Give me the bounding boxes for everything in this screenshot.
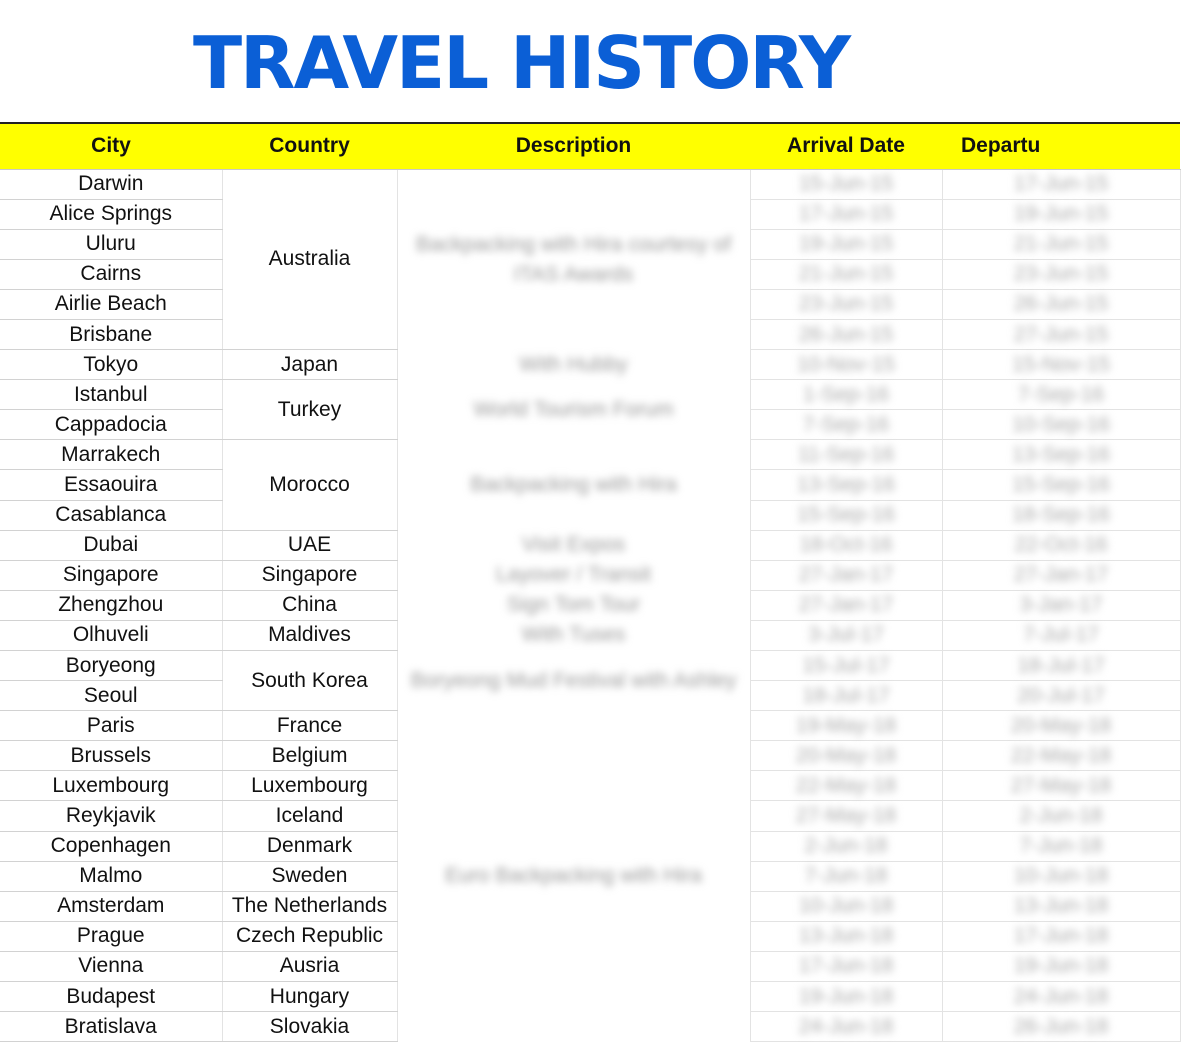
cell-city[interactable] [0, 470, 222, 500]
cell-departure-date[interactable] [942, 229, 1180, 259]
cell-city-text: Airlie Beach [54, 292, 167, 316]
header-row [0, 123, 1180, 169]
cell-departure-date[interactable] [942, 620, 1180, 650]
cell-departure-date-text: 26-Jun-15 [1013, 292, 1109, 316]
cell-description[interactable] [397, 651, 750, 711]
cell-city[interactable] [0, 410, 222, 440]
cell-arrival-date[interactable] [750, 259, 942, 289]
cell-departure-date[interactable] [942, 831, 1180, 861]
cell-arrival-date-text: 11-Sep-16 [797, 442, 895, 466]
cell-departure-date-text: 23-Jun-15 [1013, 262, 1109, 286]
cell-city-text: Istanbul [73, 382, 148, 406]
cell-country-text: Singapore [261, 563, 358, 587]
cell-description-text: World Tourism Forum [473, 397, 674, 421]
cell-city-text: Paris [86, 713, 135, 737]
cell-city[interactable] [0, 319, 222, 349]
cell-country-text: Japan [280, 352, 339, 376]
cell-city[interactable] [0, 982, 222, 1012]
cell-departure-date-text: 10-Sep-16 [1011, 412, 1111, 436]
cell-departure-date-text: 13-Sep-16 [1011, 442, 1111, 466]
cell-arrival-date[interactable] [750, 470, 942, 500]
cell-description[interactable] [397, 560, 750, 590]
cell-city[interactable] [0, 199, 222, 229]
cell-arrival-date-text: 2-Jun-18 [804, 834, 888, 858]
cell-arrival-date-text: 27-May-18 [795, 804, 897, 828]
cell-country[interactable] [222, 560, 397, 590]
cell-departure-date[interactable] [942, 560, 1180, 590]
cell-arrival-date-text: 21-Jun-15 [798, 262, 894, 286]
cell-arrival-date-text: 13-Sep-16 [796, 472, 896, 496]
cell-city-text: Brussels [70, 743, 152, 767]
cell-departure-date-text: 15-Nov-15 [1011, 352, 1111, 376]
cell-arrival-date[interactable] [750, 229, 942, 259]
spreadsheet [0, 122, 1112, 1042]
header-country[interactable]: Country [222, 123, 397, 169]
cell-departure-date[interactable] [942, 651, 1180, 681]
header-city[interactable]: City [0, 123, 222, 169]
cell-country-text: Iceland [275, 804, 344, 828]
cell-city[interactable] [0, 350, 222, 380]
cell-departure-date[interactable] [942, 440, 1180, 470]
cell-departure-date-text: 2-Jun-18 [1019, 804, 1103, 828]
cell-arrival-date[interactable] [750, 681, 942, 711]
cell-arrival-date-text: 15-Jul-17 [802, 653, 890, 677]
cell-departure-date-text: 18-Sep-16 [1011, 503, 1111, 527]
cell-departure-date[interactable] [942, 711, 1180, 741]
table-row [0, 590, 1180, 620]
table-body [0, 169, 1180, 1042]
cell-departure-date-text: 19-Jun-18 [1013, 954, 1109, 978]
cell-arrival-date-text: 19-Jun-18 [798, 984, 894, 1008]
cell-arrival-date-text: 18-Oct-16 [799, 533, 893, 557]
cell-city[interactable] [0, 1012, 222, 1042]
cell-country[interactable] [222, 440, 397, 530]
cell-departure-date[interactable] [942, 951, 1180, 981]
cell-country-text: Slovakia [269, 1014, 350, 1038]
cell-arrival-date-text: 7-Jun-18 [804, 864, 888, 888]
cell-description-text: With Hubby [519, 352, 628, 376]
cell-arrival-date-text: 18-Jul-17 [802, 683, 890, 707]
cell-city[interactable] [0, 440, 222, 470]
cell-departure-date-text: 7-Jun-18 [1019, 834, 1103, 858]
cell-city-text: Seoul [83, 683, 138, 707]
cell-arrival-date-text: 10-Jun-18 [798, 894, 894, 918]
cell-arrival-date[interactable] [750, 831, 942, 861]
cell-description[interactable] [397, 169, 750, 350]
cell-country[interactable] [222, 801, 397, 831]
cell-city-text: Singapore [62, 563, 159, 587]
cell-description-text: Backpacking with Hira [470, 472, 677, 496]
cell-departure-date-text: 10-Jun-18 [1013, 864, 1109, 888]
cell-departure-date[interactable] [942, 289, 1180, 319]
cell-departure-date-text: 3-Jan-17 [1019, 593, 1103, 617]
cell-departure-date[interactable] [942, 921, 1180, 951]
table-row [0, 620, 1180, 650]
header-description[interactable]: Description [397, 123, 750, 169]
cell-arrival-date[interactable] [750, 861, 942, 891]
cell-city-text: Darwin [78, 172, 144, 196]
cell-arrival-date-text: 3-Jul-17 [808, 623, 884, 647]
cell-country[interactable] [222, 982, 397, 1012]
cell-city-text: Malmo [79, 864, 143, 888]
cell-city-text: Luxembourg [52, 773, 170, 797]
cell-country-text: Denmark [266, 834, 353, 858]
cell-departure-date[interactable] [942, 590, 1180, 620]
cell-city-text: Zhengzhou [58, 593, 164, 617]
cell-departure-date-text: 17-Jun-18 [1013, 924, 1109, 948]
page-title: TRAVEL HISTORY [192, 21, 850, 105]
cell-city-text: Casablanca [55, 503, 167, 527]
cell-arrival-date[interactable] [750, 801, 942, 831]
cell-city-text: Bratislava [64, 1014, 157, 1038]
cell-departure-date[interactable] [942, 500, 1180, 530]
cell-description[interactable] [397, 590, 750, 620]
table-row [0, 350, 1180, 380]
cell-city[interactable] [0, 229, 222, 259]
cell-arrival-date[interactable] [750, 530, 942, 560]
cell-city-text: Cairns [80, 262, 142, 286]
cell-city-text: Prague [76, 924, 145, 948]
cell-country[interactable] [222, 169, 397, 350]
cell-city-text: Boryeong [65, 653, 156, 677]
cell-country-text: France [276, 713, 343, 737]
cell-description[interactable] [397, 530, 750, 560]
cell-arrival-date-text: 10-Nov-15 [796, 352, 896, 376]
cell-arrival-date[interactable] [750, 500, 942, 530]
cell-arrival-date-text: 15-Jun-15 [798, 172, 894, 196]
cell-departure-date[interactable] [942, 319, 1180, 349]
cell-country-text: The Netherlands [231, 894, 388, 918]
table-row [0, 530, 1180, 560]
table-row [0, 711, 1180, 741]
cell-city[interactable] [0, 921, 222, 951]
cell-arrival-date-text: 17-Jun-15 [798, 202, 894, 226]
cell-country-text: Luxembourg [251, 773, 368, 797]
cell-country[interactable] [222, 891, 397, 921]
cell-city[interactable] [0, 651, 222, 681]
cell-country-text: China [282, 593, 337, 617]
header-arrival-date[interactable]: Arrival Date [750, 123, 942, 169]
cell-city[interactable] [0, 801, 222, 831]
cell-country[interactable] [222, 620, 397, 650]
cell-country[interactable] [222, 741, 397, 771]
cell-arrival-date-text: 26-Jun-15 [798, 322, 894, 346]
cell-arrival-date[interactable] [750, 410, 942, 440]
cell-country-text: Maldives [268, 623, 351, 647]
cell-city[interactable] [0, 951, 222, 981]
cell-city-text: Tokyo [83, 352, 139, 376]
cell-arrival-date[interactable] [750, 319, 942, 349]
cell-arrival-date[interactable] [750, 982, 942, 1012]
cell-departure-date[interactable] [942, 681, 1180, 711]
cell-description[interactable] [397, 350, 750, 380]
cell-departure-date-text: 26-Jun-18 [1013, 1014, 1109, 1038]
cell-departure-date-text: 20-May-18 [1010, 713, 1112, 737]
cell-city-text: Dubai [83, 533, 139, 557]
table-row [0, 380, 1180, 410]
cell-arrival-date-text: 23-Jun-15 [798, 292, 894, 316]
cell-departure-date[interactable] [942, 741, 1180, 771]
cell-arrival-date[interactable] [750, 169, 942, 199]
cell-city[interactable] [0, 530, 222, 560]
cell-departure-date[interactable] [942, 169, 1180, 199]
cell-city-text: Olhuveli [72, 623, 149, 647]
cell-country-text: Czech Republic [235, 924, 384, 948]
cell-city[interactable] [0, 620, 222, 650]
cell-arrival-date[interactable] [750, 560, 942, 590]
cell-departure-date[interactable] [942, 410, 1180, 440]
cell-city-text: Vienna [78, 954, 144, 978]
cell-arrival-date-text: 27-Jan-17 [798, 593, 894, 617]
cell-description-text: Boryeong Mud Festival with Ashley [410, 668, 737, 692]
cell-departure-date-text: 7-Sep-16 [1017, 382, 1105, 406]
cell-city[interactable] [0, 590, 222, 620]
cell-arrival-date[interactable] [750, 921, 942, 951]
cell-city-text: Budapest [66, 984, 156, 1008]
cell-arrival-date[interactable] [750, 350, 942, 380]
cell-departure-date[interactable] [942, 891, 1180, 921]
cell-country[interactable] [222, 921, 397, 951]
cell-city-text: Marrakech [61, 442, 161, 466]
cell-arrival-date[interactable] [750, 440, 942, 470]
cell-description-text: Euro Backpacking with Hira [445, 864, 702, 888]
cell-country-text: Belgium [271, 743, 348, 767]
table-row [0, 440, 1180, 470]
cell-city[interactable] [0, 771, 222, 801]
cell-country-text: Ausria [279, 954, 340, 978]
cell-departure-date[interactable] [942, 350, 1180, 380]
cell-arrival-date-text: 22-May-18 [795, 773, 897, 797]
cell-departure-date[interactable] [942, 259, 1180, 289]
cell-description-text: Layover / Transit [495, 563, 652, 587]
cell-arrival-date-text: 13-Jun-18 [798, 924, 894, 948]
cell-departure-date-text: 22-Oct-16 [1014, 533, 1108, 557]
cell-arrival-date[interactable] [750, 620, 942, 650]
cell-departure-date[interactable] [942, 530, 1180, 560]
cell-city[interactable] [0, 169, 222, 199]
cell-country[interactable] [222, 350, 397, 380]
cell-country[interactable] [222, 711, 397, 741]
cell-departure-date[interactable] [942, 861, 1180, 891]
cell-city-text: Brisbane [69, 322, 153, 346]
cell-arrival-date[interactable] [750, 951, 942, 981]
cell-city[interactable] [0, 741, 222, 771]
cell-departure-date[interactable] [942, 801, 1180, 831]
cell-description[interactable] [397, 380, 750, 440]
cell-country[interactable] [222, 590, 397, 620]
cell-departure-date-text: 18-Jul-17 [1017, 653, 1105, 677]
cell-country[interactable] [222, 380, 397, 440]
cell-city-text: Alice Springs [49, 202, 173, 226]
cell-city-text: Uluru [85, 232, 136, 256]
cell-departure-date[interactable] [942, 982, 1180, 1012]
cell-arrival-date-text: 7-Sep-16 [802, 412, 890, 436]
cell-city-text: Essaouira [64, 472, 158, 496]
cell-city[interactable] [0, 289, 222, 319]
cell-city[interactable] [0, 891, 222, 921]
cell-departure-date-text: 13-Jun-18 [1013, 894, 1109, 918]
cell-arrival-date-text: 15-Sep-16 [796, 503, 896, 527]
cell-country[interactable] [222, 651, 397, 711]
cell-country[interactable] [222, 530, 397, 560]
cell-country-text: Turkey [277, 397, 342, 421]
cell-city[interactable] [0, 711, 222, 741]
cell-city-text: Cappadocia [54, 412, 167, 436]
cell-departure-date-text: 19-Jun-15 [1013, 202, 1109, 226]
cell-departure-date-text: 20-Jul-17 [1017, 683, 1105, 707]
cell-country[interactable] [222, 1012, 397, 1042]
cell-arrival-date-text: 1-Sep-16 [802, 382, 890, 406]
cell-arrival-date-text: 19-Jun-15 [798, 232, 894, 256]
cell-description-text: Visit Expos [521, 533, 626, 557]
cell-departure-date-text: 7-Jul-17 [1023, 623, 1099, 647]
cell-departure-date[interactable] [942, 199, 1180, 229]
cell-arrival-date-text: 24-Jun-18 [798, 1014, 894, 1038]
cell-city[interactable] [0, 500, 222, 530]
cell-country[interactable] [222, 861, 397, 891]
cell-departure-date-text: 15-Sep-16 [1011, 472, 1111, 496]
cell-arrival-date[interactable] [750, 741, 942, 771]
cell-arrival-date[interactable] [750, 289, 942, 319]
cell-city-text: Reykjavik [65, 804, 156, 828]
header-departure-date[interactable]: Departu [942, 123, 1180, 169]
cell-departure-date-text: 22-May-18 [1010, 743, 1112, 767]
cell-arrival-date[interactable] [750, 651, 942, 681]
cell-city-text: Copenhagen [50, 834, 171, 858]
cell-description-text: With Tuses [521, 623, 626, 647]
table-row [0, 651, 1180, 681]
cell-country-text: Morocco [269, 472, 350, 496]
cell-city[interactable] [0, 861, 222, 891]
cell-description[interactable] [397, 440, 750, 530]
cell-arrival-date[interactable] [750, 199, 942, 229]
travel-history-table [0, 122, 1181, 1042]
cell-arrival-date[interactable] [750, 771, 942, 801]
cell-departure-date-text: 21-Jun-15 [1013, 232, 1109, 256]
cell-arrival-date[interactable] [750, 1012, 942, 1042]
cell-description-text: Backpacking with Hira courtesy of ITAS Awards [415, 232, 732, 286]
cell-departure-date[interactable] [942, 380, 1180, 410]
cell-departure-date-text: 24-Jun-18 [1013, 984, 1109, 1008]
cell-city-text: Amsterdam [57, 894, 165, 918]
cell-arrival-date-text: 19-May-18 [795, 713, 897, 737]
cell-description[interactable] [397, 711, 750, 1042]
cell-country-text: Sweden [271, 864, 348, 888]
cell-departure-date-text: 27-Jan-17 [1013, 563, 1109, 587]
cell-departure-date-text: 27-Jun-15 [1013, 322, 1109, 346]
cell-city[interactable] [0, 831, 222, 861]
cell-description[interactable] [397, 620, 750, 650]
cell-city[interactable] [0, 681, 222, 711]
cell-country-text: Hungary [269, 984, 350, 1008]
cell-arrival-date[interactable] [750, 711, 942, 741]
cell-country[interactable] [222, 771, 397, 801]
cell-departure-date[interactable] [942, 470, 1180, 500]
cell-city[interactable] [0, 259, 222, 289]
cell-arrival-date[interactable] [750, 891, 942, 921]
cell-arrival-date[interactable] [750, 380, 942, 410]
cell-arrival-date-text: 27-Jan-17 [798, 563, 894, 587]
cell-city[interactable] [0, 560, 222, 590]
cell-country-text: UAE [287, 533, 332, 557]
cell-departure-date[interactable] [942, 771, 1180, 801]
cell-description-text: Sign Tom Tour [506, 593, 641, 617]
cell-departure-date[interactable] [942, 1012, 1180, 1042]
cell-country-text: Australia [268, 247, 351, 271]
cell-departure-date-text: 17-Jun-15 [1013, 172, 1109, 196]
cell-arrival-date[interactable] [750, 590, 942, 620]
cell-arrival-date-text: 17-Jun-18 [798, 954, 894, 978]
cell-country[interactable] [222, 831, 397, 861]
cell-arrival-date-text: 20-May-18 [795, 743, 897, 767]
table-row [0, 560, 1180, 590]
cell-city[interactable] [0, 380, 222, 410]
cell-country[interactable] [222, 951, 397, 981]
cell-departure-date-text: 27-May-18 [1010, 773, 1112, 797]
table-row [0, 169, 1180, 199]
cell-country-text: South Korea [251, 668, 368, 692]
